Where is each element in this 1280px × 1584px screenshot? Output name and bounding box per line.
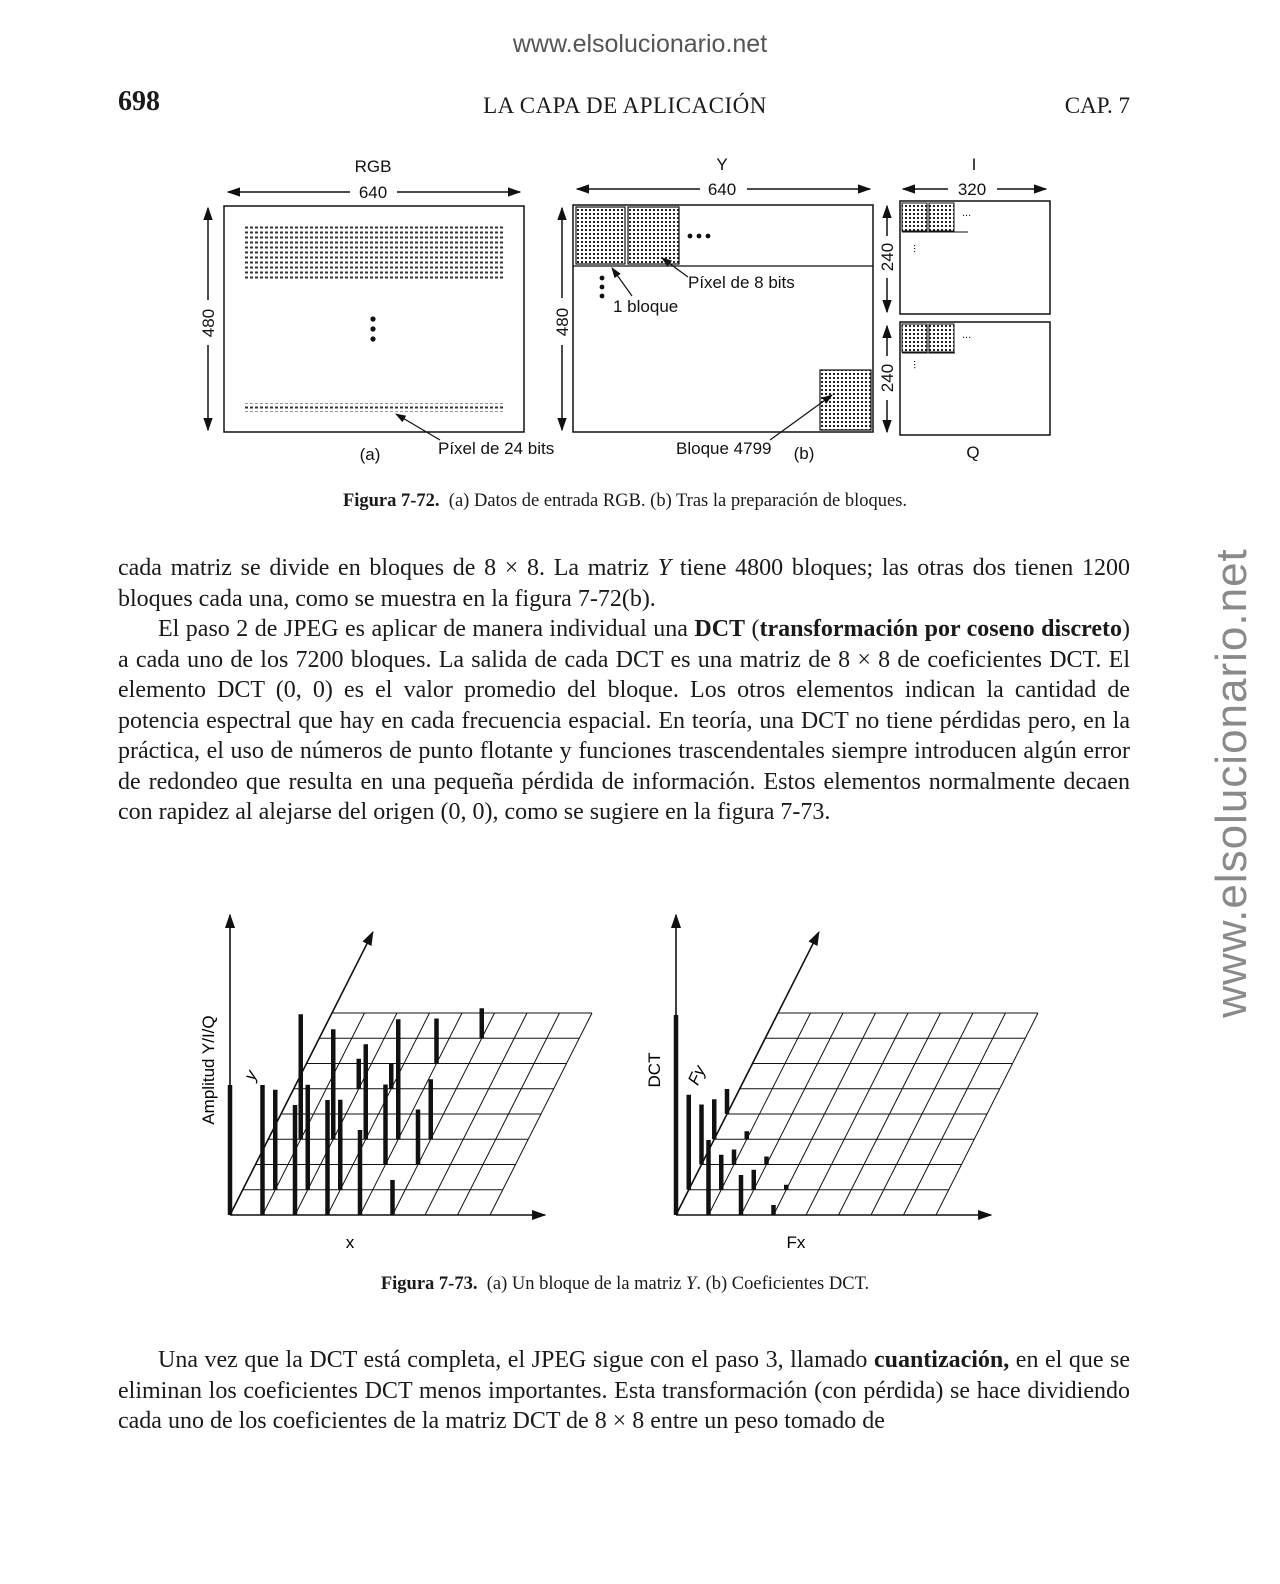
rgb-width-label: 640 xyxy=(358,183,388,202)
svg-text:...: ... xyxy=(911,360,923,370)
y-pixel-label: Píxel de 8 bits xyxy=(688,273,795,292)
vertical-axis-label: DCT xyxy=(645,1052,664,1088)
watermark-side: www.elsolucionario.net xyxy=(1207,548,1256,1018)
y-block-pointer xyxy=(612,268,632,296)
q-title: Q xyxy=(966,443,980,462)
rgb-height-label: 480 xyxy=(199,308,218,338)
y-block-label: 1 bloque xyxy=(613,297,679,316)
figure-7-72-caption-text: (a) Datos de entrada RGB. (b) Tras la preparación de bloques. xyxy=(448,491,908,511)
horizontal-axis-label: Fx xyxy=(786,1233,806,1252)
y-block-2 xyxy=(628,207,679,264)
paragraph-2: El paso 2 de JPEG es aplicar de manera individual una DCT (transformación por coseno discreto) a cada uno de los 7200 bloques. La salida de cada DCT es una matriz de 8 × 8 de coeficientes DCT. El elemento DCT (0, 0) es el valor promedio del bloque. Los otros elementos indican la cantidad de potencia espectral que hay en cada frecuencia espacial. En teoría, una DCT no tiene pérdidas pero, en la práctica, el uso de números de punto flotante y funciones trascendentales siempre introducen algún error de redondeo que resulta en una pequeña pérdida de información. Estos elementos normalmente decaen con rapidez al alejarse del origen (0, 0), como se sugiere en la figura 7-73. xyxy=(118,616,1130,825)
figure-7-72 xyxy=(0,0,1280,500)
watermark-top: www.elsolucionario.net xyxy=(512,30,768,58)
rgb-pixel-rows-bottom xyxy=(244,403,504,412)
running-title: LA CAPA DE APLICACIÓN xyxy=(483,93,767,118)
figure-label-a: (a) xyxy=(359,445,381,464)
figure-7-73-panel-b xyxy=(645,915,1038,1252)
figure-7-73 xyxy=(0,900,1280,1270)
depth-axis-label: Fy xyxy=(684,1062,710,1088)
rgb-pixel-rows-top xyxy=(244,224,504,279)
q-height-label: 240 xyxy=(878,363,897,393)
i-title: I xyxy=(971,155,977,174)
figure-label-b: (b) xyxy=(793,444,815,463)
y-last-block-label: Bloque 4799 xyxy=(676,439,772,458)
page-number: 698 xyxy=(118,86,160,117)
figure-7-73-caption: Figura 7-73. (a) Un bloque de la matriz Y. (b) Coeficientes DCT. xyxy=(380,1274,870,1294)
y-width-label: 640 xyxy=(707,180,737,199)
y-block-4799 xyxy=(820,370,871,430)
horizontal-axis-label: x xyxy=(345,1233,355,1252)
rgb-pixel-label: Píxel de 24 bits xyxy=(438,439,555,458)
i-ellipsis: ... xyxy=(962,207,972,219)
rgb-title: RGB xyxy=(354,157,392,176)
figure-7-72-caption xyxy=(0,491,1250,512)
figure-7-73-caption-label: Figura 7-73. xyxy=(380,1274,478,1294)
i-height-label: 240 xyxy=(878,242,897,272)
i-width-label: 320 xyxy=(957,180,987,199)
figure-7-72-caption-label: Figura 7-72. xyxy=(342,491,440,511)
svg-text:...: ... xyxy=(911,244,923,254)
vertical-axis-label: Amplitud Y/I/Q xyxy=(199,1015,218,1125)
q-ellipsis: ... xyxy=(962,329,972,341)
rgb-pixel-pointer xyxy=(396,414,440,440)
depth-axis-label: y xyxy=(240,1067,262,1084)
paragraph-1: cada matriz se divide en bloques de 8 × 8. La matriz Y tiene 4800 bloques; las otras dos tienen 1200 bloques cada una, como se muestra en la figura 7-72(b). xyxy=(118,555,1130,612)
chapter-label: CAP. 7 xyxy=(1064,93,1130,118)
y-height-label: 480 xyxy=(553,307,572,337)
figure-7-73-panel-a xyxy=(199,915,592,1252)
y-title: Y xyxy=(716,155,728,174)
y-block-1 xyxy=(576,207,625,264)
paragraph-3: Una vez que la DCT está completa, el JPEG sigue con el paso 3, llamado cuantización, en el que se eliminan los coeficientes DCT menos importantes. Esta transformación (con pérdida) se hace dividiendo cada uno de los coeficientes de la matriz DCT de 8 × 8 entre un peso tomado de xyxy=(118,1347,1130,1434)
